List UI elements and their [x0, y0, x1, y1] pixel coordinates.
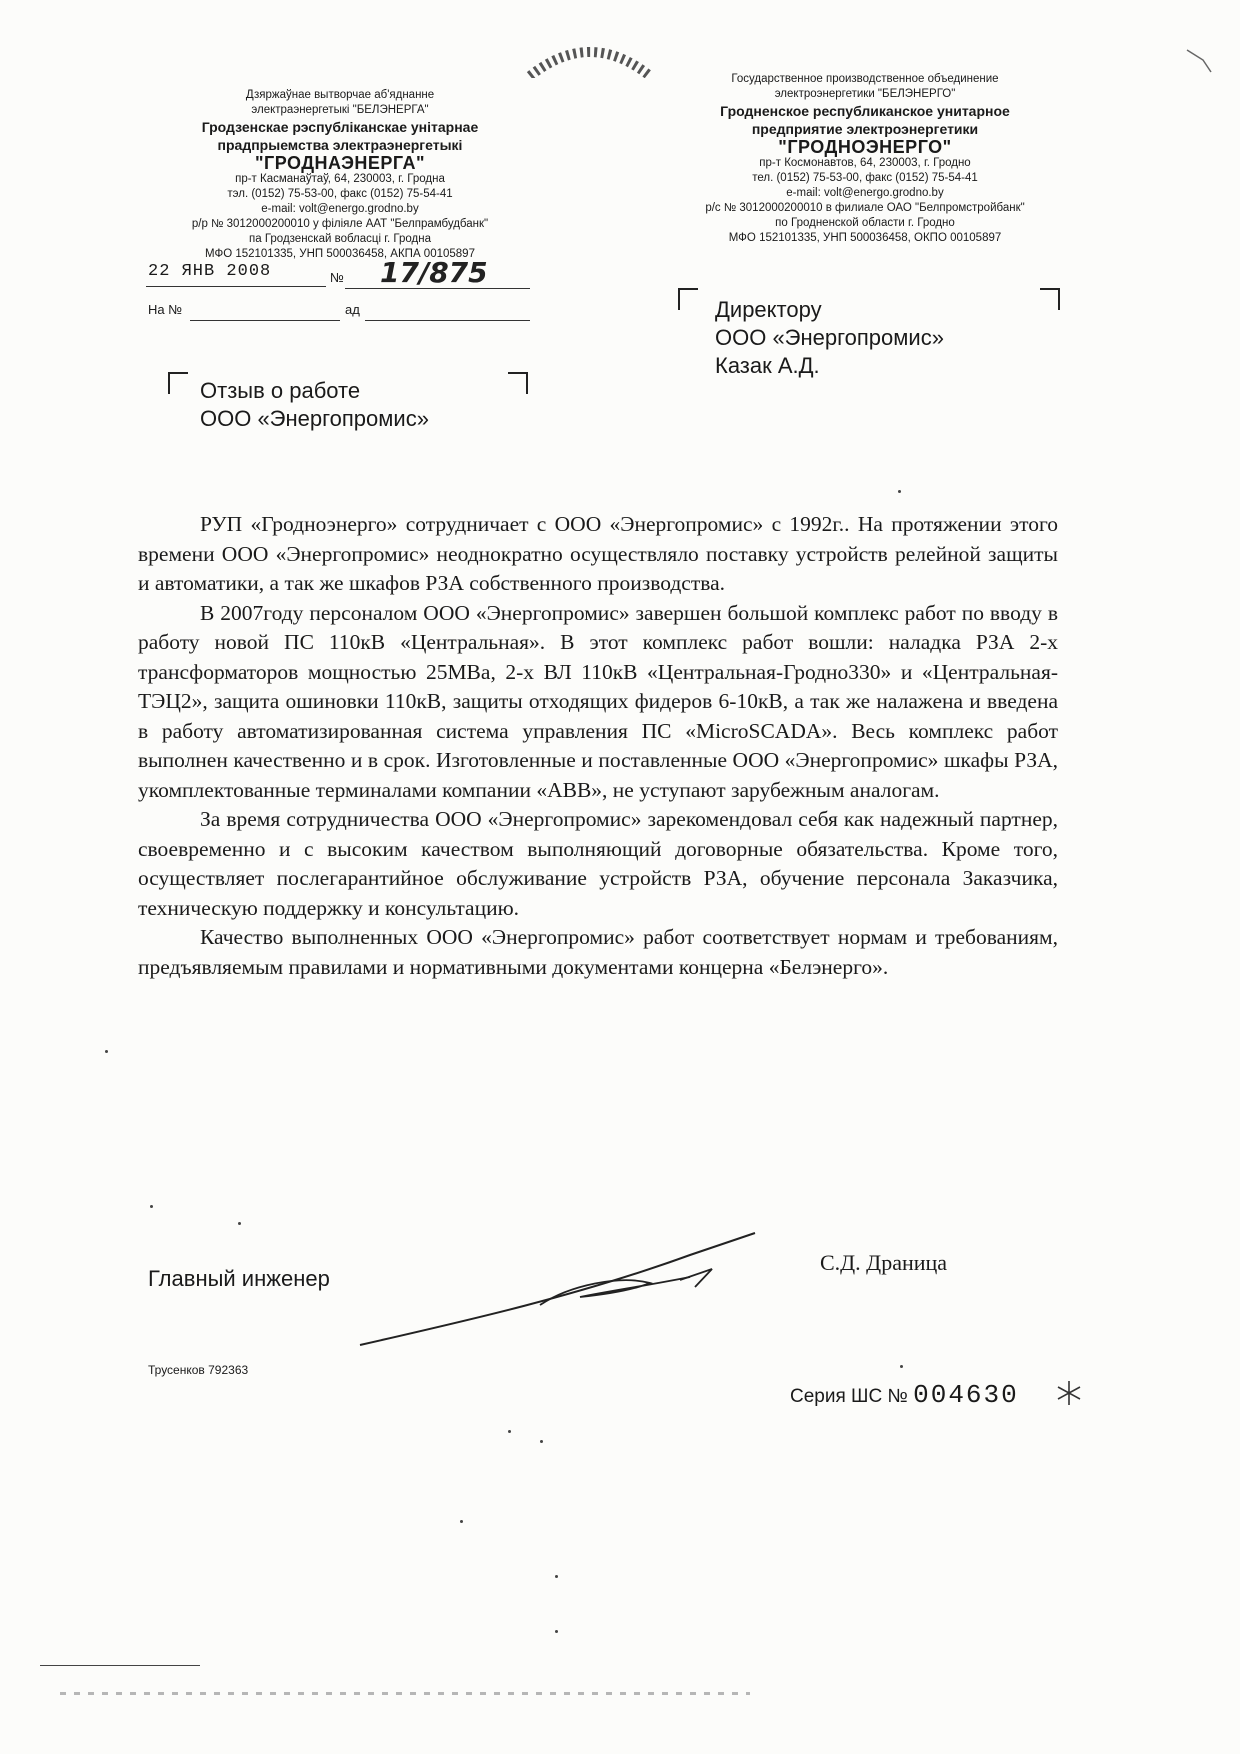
subject-line2: ООО «Энергопромис» [200, 406, 429, 431]
scan-speck [238, 1222, 241, 1225]
scan-mark-icon [1185, 48, 1215, 78]
form-series [790, 1380, 1019, 1410]
lh-ru-line4: предприятие электроэнергетики [751, 121, 979, 137]
lh-ru-line11: МФО 152101335, УНП 500036458, ОКПО 00105897 [728, 232, 1002, 244]
signer-name: С.Д. Драница [820, 1250, 948, 1275]
handwritten-signature-icon [350, 1225, 770, 1355]
lh-by-line9: р/р № 3012000200010 у філіяле ААТ "Белпрамбудбанк" [191, 218, 489, 230]
subject-bracket-right [508, 372, 528, 394]
asterisk-mark-icon [1054, 1378, 1084, 1408]
addressee-position: Директору [715, 297, 822, 322]
scan-speck [555, 1630, 558, 1633]
date-underline [146, 286, 326, 287]
scan-speck [540, 1440, 543, 1443]
series-label: Серия ШС № [790, 1386, 908, 1407]
bottom-scan-band [60, 1692, 750, 1695]
addressee-bracket-right [1040, 288, 1060, 310]
lh-by-line7: тэл. (0152) 75-53-00, факс (0152) 75-54-41 [227, 188, 453, 200]
lh-by-line10: па Гродзенскай вобласці г. Гродна [249, 233, 431, 245]
lh-by-line2: электраэнергетыкі "БЕЛЭНЕРГА" [251, 104, 429, 116]
addressee-company: ООО «Энергопромис» [715, 325, 944, 350]
scan-speck [460, 1520, 463, 1523]
reference-number-label: На № [148, 302, 183, 317]
lh-by-line1: Дзяржаўнае вытворчае аб'яднанне [245, 89, 435, 101]
number-underline [345, 288, 530, 289]
lh-ru-line9: р/с № 3012000200010 в филиале ОАО "Белпромстройбанк" [705, 202, 1025, 214]
body-paragraph-1: РУП «Гродноэнерго» сотрудничает с ООО «Энергопромис» с 1992г.. На протяжении этого времени ООО «Энергопромис» неоднократно осуществляло поставку устройств релейной защиты и автоматики, а так же шкафов РЗА собственного производства. [138, 512, 1058, 595]
lh-ru-line10: по Гродненской области г. Гродно [775, 217, 955, 229]
lh-ru-line2: электроэнергетики "БЕЛЭНЕРГО" [774, 88, 956, 100]
scan-speck [555, 1575, 558, 1578]
lh-ru-line8: e-mail: volt@energo.grodno.by [786, 187, 944, 199]
emblem-icon [520, 38, 660, 78]
reference-date-underline [365, 320, 530, 321]
bottom-scan-line [40, 1665, 200, 1666]
addressee-bracket-left [678, 288, 698, 310]
subject-line1: Отзыв о работе [200, 378, 361, 403]
lh-ru-line7: тел. (0152) 75-53-00, факс (0152) 75-54-41 [752, 172, 978, 184]
lh-ru-line6: пр-т Космонавтов, 64, 230003, г. Гродно [759, 157, 971, 169]
subject-block [200, 377, 429, 433]
body-paragraph-4: Качество выполненных ООО «Энергопромис» работ соответствует нормам и требованиям, предъявляемым правилами и нормативными документами концерна «Белэнерго». [138, 925, 1058, 979]
body-paragraph-3: За время сотрудничества ООО «Энергопромис» зарекомендовал себя как надежный партнер, своевременно и с высоким качеством выполняющий договорные обязательства. Кроме того, осуществляет послегарантийное обслуживание устройств РЗА, обучение персонала Заказчика, техническую поддержку и консультацию. [138, 807, 1058, 920]
scan-speck [150, 1205, 153, 1208]
lh-by-line3: Гродзенскае рэспубліканскае унітарнае [201, 119, 479, 135]
reference-date-label: ад [345, 302, 360, 317]
addressee-name: Казак А.Д. [715, 353, 820, 378]
registration-number: 17/875 [380, 256, 488, 289]
series-number: 004630 [913, 1380, 1019, 1410]
letterhead-belarusian [140, 88, 540, 262]
scan-speck [508, 1430, 511, 1433]
scan-speck [898, 490, 901, 493]
executor-note: Трусенков 792363 [148, 1363, 249, 1377]
letterhead-russian [660, 72, 1070, 246]
lh-ru-line5: "ГРОДНОЭНЕРГО" [778, 137, 952, 157]
addressee-block [715, 296, 944, 380]
subject-bracket-left [168, 372, 188, 394]
reference-number-underline [190, 320, 340, 321]
lh-by-line6: пр-т Касманаўтаў, 64, 230003, г. Гродна [235, 173, 445, 185]
lh-by-line5: "ГРОДНАЭНЕРГА" [254, 153, 426, 173]
registration-date: 22 ЯНВ 2008 [148, 262, 272, 281]
lh-by-line11: МФО 152101335, УНП 500036458, АКПА 00105897 [205, 248, 475, 260]
letter-body [138, 510, 1058, 982]
lh-by-line4: прадпрыемства электраэнергетыкі [217, 137, 463, 153]
body-paragraph-2: В 2007году персоналом ООО «Энергопромис» завершен большой комплекс работ по вводу в работу новой ПС 110кВ «Центральная». В этот комплекс работ вошли: наладка РЗА 2-х трансформаторов мощностью 25МВа, 2-х ВЛ 110кВ «Центральная-Гродно330» и «Центральная-ТЭЦ2», защита ошиновки 110кВ, защиты отходящих фидеров 6-10кВ, а так же налажена и введена в работу автоматизированная система управления ПС «MicroSCADA». Весь комплекс работ выполнен качественно и в срок. Изготовленные и поставленные ООО «Энергопромис» шкафы РЗА, укомплектованные терминалами компании «АВВ», не уступают зарубежным аналогам. [138, 600, 1058, 802]
number-label: № [330, 270, 344, 285]
scan-speck [105, 1050, 108, 1053]
lh-ru-line1: Государственное производственное объединение [731, 73, 999, 85]
lh-ru-line3: Гродненское республиканское унитарное [720, 103, 1010, 119]
scan-speck [900, 1365, 903, 1368]
signer-position: Главный инженер [148, 1266, 330, 1291]
lh-by-line8: e-mail: volt@energo.grodno.by [261, 203, 419, 215]
